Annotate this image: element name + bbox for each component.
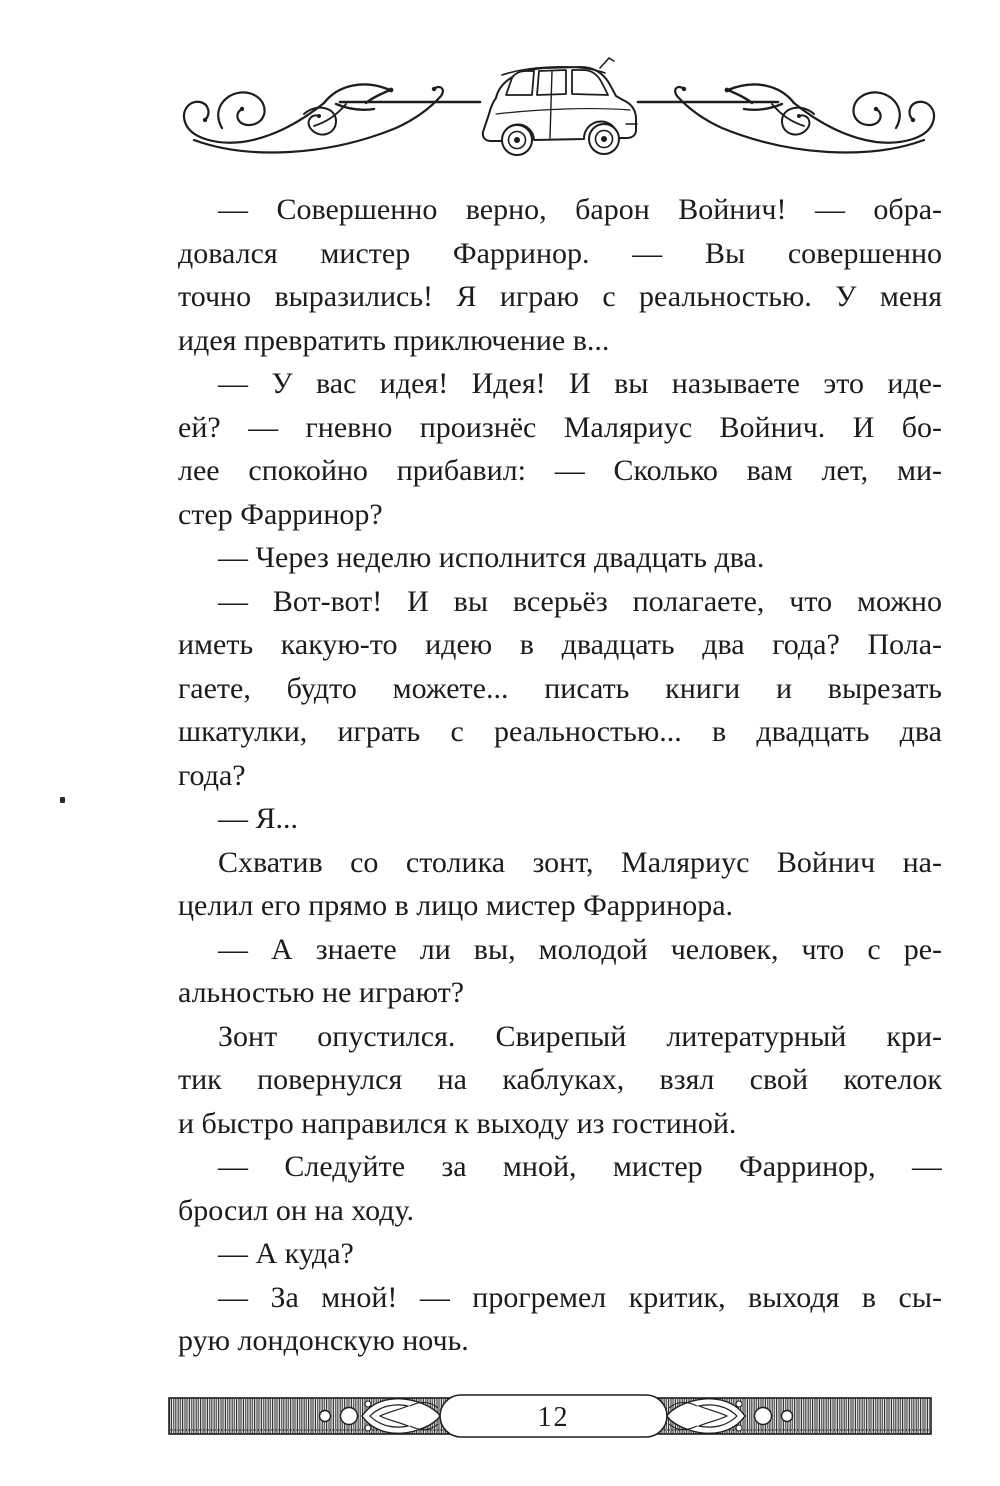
text-line: — Совершенно верно, барон Войнич! — обра-	[218, 193, 942, 226]
text-line: идея превратить приключение в...	[178, 323, 610, 357]
text-line: — А куда?	[218, 1237, 354, 1270]
body-text	[178, 188, 942, 1363]
text-line: — У вас идея! Идея! И вы называете это иде-	[218, 367, 942, 400]
text-line: года?	[178, 758, 246, 792]
text-line: гаете, будто можете... писать книги и вырезать	[178, 671, 942, 705]
text-line: — Через неделю исполнится двадцать два.	[218, 541, 765, 574]
text-line: целил его прямо в лицо мистер Фарринора.	[178, 889, 734, 922]
text-line: иметь какую-то идею в двадцать два года? Пола-	[178, 628, 942, 661]
text-line: ей? — гневно произнёс Маляриус Войнич. И бо-	[178, 410, 942, 444]
header-flourish-divider-icon	[178, 56, 940, 176]
text-line: шкатулки, играть с реальностью... в двадцать два	[178, 715, 942, 748]
text-line: — За мной! — прогремел критик, выходя в сы-	[218, 1280, 942, 1314]
page-number: 12	[537, 1402, 570, 1433]
text-line: стер Фарринор?	[178, 497, 383, 531]
text-line: рую лондонскую ночь.	[178, 1324, 469, 1357]
text-line: Зонт опустился. Свирепый литературный кри-	[218, 1019, 942, 1053]
text-line: точно выразились! Я играю с реальностью. У меня	[178, 280, 942, 313]
text-line: — А знаете ли вы, молодой человек, что с ре-	[218, 932, 942, 966]
text-line: альностью не играют?	[178, 976, 465, 1009]
text-line: — Я...	[218, 802, 299, 835]
scan-speck	[60, 797, 65, 803]
text-line: — Следуйте за мной, мистер Фарринор, —	[218, 1150, 942, 1183]
text-line: — Вот-вот! И вы всерьёз полагаете, что можно	[218, 584, 942, 618]
text-line: и быстро направился к выходу из гостиной.	[178, 1106, 737, 1140]
text-line: бросил он на ходу.	[178, 1193, 415, 1227]
text-line: лее спокойно прибавил: — Сколько вам лет, ми-	[178, 454, 942, 487]
text-line: довался мистер Фарринор. — Вы совершенно	[178, 236, 942, 270]
vintage-car-icon	[483, 58, 637, 155]
text-line: тик повернулся на каблуках, взял свой котелок	[178, 1063, 942, 1096]
text-line: Схватив со столика зонт, Маляриус Войнич на-	[218, 845, 942, 879]
